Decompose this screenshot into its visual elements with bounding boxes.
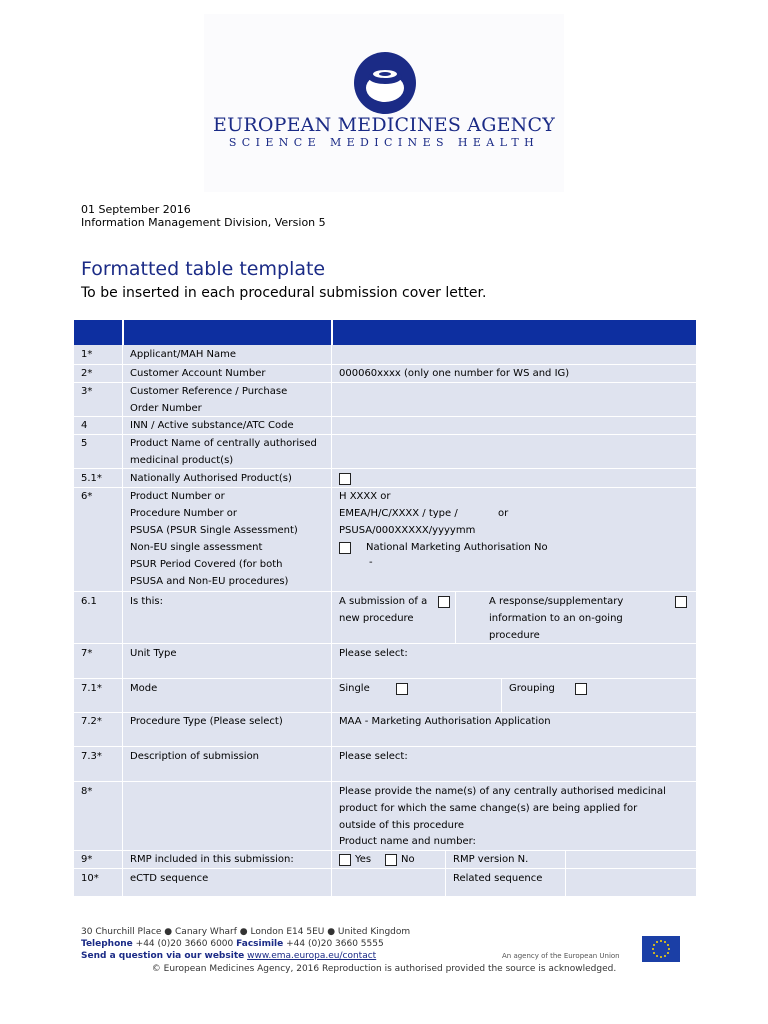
row-label: Product Number or: [130, 491, 225, 502]
field-value: -: [369, 557, 373, 568]
applicant-name-field[interactable]: [332, 345, 696, 364]
table-row: [74, 644, 696, 679]
field-value: Please select:: [339, 648, 408, 659]
rmp-yes-checkbox[interactable]: [339, 854, 351, 866]
document-meta: [81, 203, 326, 229]
ema-logo: [204, 14, 564, 192]
row-number: 4: [81, 420, 88, 431]
field-value: or: [498, 508, 509, 519]
table-header: [74, 320, 696, 345]
table-row: [74, 469, 696, 488]
table-row: [74, 679, 696, 713]
row-label: INN / Active substance/ATC Code: [130, 420, 294, 431]
option-label: information to an on-going: [489, 613, 623, 624]
grouping-mode-checkbox[interactable]: [575, 683, 587, 695]
eu-flag-icon: [642, 936, 680, 962]
option-label: Related sequence: [453, 873, 543, 884]
submission-table: [74, 320, 696, 896]
procedure-number-field[interactable]: [332, 488, 696, 591]
unit-type-select[interactable]: [332, 644, 696, 678]
row-number: 1*: [81, 349, 93, 360]
row-number: 2*: [81, 368, 93, 379]
row-label: Procedure Number or: [130, 508, 238, 519]
fax-label: Facsimile: [236, 939, 284, 949]
row-label: Is this:: [130, 596, 163, 607]
eu-agency-note: An agency of the European Union: [502, 952, 620, 960]
table-row: [74, 747, 696, 782]
row-label: medicinal product(s): [130, 455, 234, 466]
copyright-notice: © European Medicines Agency, 2016 Reproduction is authorised provided the source is acknowledged.: [151, 964, 617, 974]
footer-contact: [81, 938, 410, 950]
question-text: Send a question via our website: [81, 951, 245, 961]
page-footer: [81, 926, 410, 962]
submission-description-select[interactable]: [332, 747, 696, 781]
table-row: [74, 869, 696, 896]
row-number: 7.3*: [81, 751, 102, 762]
ema-emblem-icon: [354, 52, 416, 114]
row-number: 8*: [81, 786, 93, 797]
table-row: [74, 851, 696, 869]
row-label: Unit Type: [130, 648, 177, 659]
table-row: [74, 782, 696, 851]
option-label: A submission of a: [339, 596, 428, 607]
table-row: [74, 417, 696, 435]
field-value: National Marketing Authorisation No: [366, 542, 548, 553]
field-value: Please select:: [339, 751, 408, 762]
response-checkbox[interactable]: [675, 596, 687, 608]
telephone-number: +44 (0)20 3660 6000: [135, 939, 234, 949]
row-label: Non-EU single assessment: [130, 542, 263, 553]
fax-number: +44 (0)20 3660 5555: [286, 939, 384, 949]
related-products-field[interactable]: [332, 782, 696, 850]
row-number: 9*: [81, 854, 93, 865]
row-label: eCTD sequence: [130, 873, 209, 884]
row-label: RMP included in this submission:: [130, 854, 294, 865]
row-label: Description of submission: [130, 751, 260, 762]
product-name-field[interactable]: [332, 435, 696, 468]
row-label: Customer Account Number: [130, 368, 266, 379]
table-row: [74, 713, 696, 747]
single-mode-checkbox[interactable]: [396, 683, 408, 695]
table-row: [74, 345, 696, 365]
row-label: Nationally Authorised Product(s): [130, 473, 292, 484]
field-value: MAA - Marketing Authorisation Application: [339, 716, 551, 727]
row-number: 7.2*: [81, 716, 102, 727]
header-divider: [331, 320, 333, 345]
row-label: Mode: [130, 683, 158, 694]
field-value: EMEA/H/C/XXXX / type /: [339, 508, 458, 519]
related-sequence-field[interactable]: [566, 869, 696, 896]
page-title: Formatted table template: [81, 258, 326, 280]
row-number: 5.1*: [81, 473, 102, 484]
option-label: A response/supplementary: [489, 596, 624, 607]
document-division: Information Management Division, Version 5: [81, 216, 326, 229]
rmp-version-field[interactable]: [566, 851, 696, 868]
row-label: Procedure Type (Please select): [130, 716, 283, 727]
table-row: [74, 365, 696, 383]
document-date: 01 September 2016: [81, 203, 191, 216]
field-value: H XXXX or: [339, 491, 391, 502]
option-label: Yes: [355, 854, 372, 865]
customer-account-field[interactable]: [332, 365, 696, 382]
header-divider: [122, 320, 124, 345]
field-value: 000060xxxx (only one number for WS and IG): [339, 368, 570, 379]
row-label: PSUR Period Covered (for both: [130, 559, 283, 570]
option-label: new procedure: [339, 613, 414, 624]
procedure-type-select[interactable]: [332, 713, 696, 746]
field-value: Please provide the name(s) of any centrally authorised medicinal: [339, 786, 666, 797]
inn-field[interactable]: [332, 417, 696, 434]
customer-reference-field[interactable]: [332, 383, 696, 416]
row-number: 5: [81, 438, 88, 449]
contact-link[interactable]: www.ema.europa.eu/contact: [247, 951, 377, 961]
row-label: Customer Reference / Purchase: [130, 386, 288, 397]
field-value: PSUSA/000XXXXX/yyyymm: [339, 525, 476, 536]
row-label: Order Number: [130, 403, 202, 414]
footer-address: 30 Churchill Place ● Canary Wharf ● London E14 5EU ● United Kingdom: [81, 927, 411, 937]
row-number: 10*: [81, 873, 99, 884]
table-row: [74, 592, 696, 644]
row-label: PSUSA (PSUR Single Assessment): [130, 525, 298, 536]
row-number: 7*: [81, 648, 93, 659]
table-row: [74, 488, 696, 592]
row-label: Applicant/MAH Name: [130, 349, 237, 360]
field-value: product for which the same change(s) are being applied for: [339, 803, 638, 814]
rmp-no-checkbox[interactable]: [385, 854, 397, 866]
footer-question: [81, 950, 410, 962]
table-row: [74, 383, 696, 417]
row-label: Product Name of centrally authorised: [130, 438, 317, 449]
option-label: procedure: [489, 630, 540, 641]
option-label: Single: [339, 683, 370, 694]
ectd-sequence-field[interactable]: [332, 869, 446, 896]
national-ma-checkbox[interactable]: [339, 542, 351, 554]
field-value: outside of this procedure: [339, 820, 465, 831]
row-number: 6*: [81, 491, 93, 502]
option-label: No: [401, 854, 415, 865]
new-procedure-checkbox[interactable]: [438, 596, 450, 608]
nationally-authorised-checkbox[interactable]: [339, 473, 351, 485]
field-value: Product name and number:: [339, 836, 476, 847]
row-number: 7.1*: [81, 683, 102, 694]
row-number: 3*: [81, 386, 93, 397]
logo-agency-name: EUROPEAN MEDICINES AGENCY: [213, 114, 555, 136]
telephone-label: Telephone: [81, 939, 133, 949]
table-row: [74, 435, 696, 469]
page-subtitle: To be inserted in each procedural submission cover letter.: [81, 285, 487, 301]
logo-tagline: SCIENCE MEDICINES HEALTH: [228, 136, 540, 149]
option-label: RMP version N.: [453, 854, 529, 865]
option-label: Grouping: [509, 683, 555, 694]
row-number: 6.1: [81, 596, 97, 607]
row-label: PSUSA and Non-EU procedures): [130, 576, 289, 587]
